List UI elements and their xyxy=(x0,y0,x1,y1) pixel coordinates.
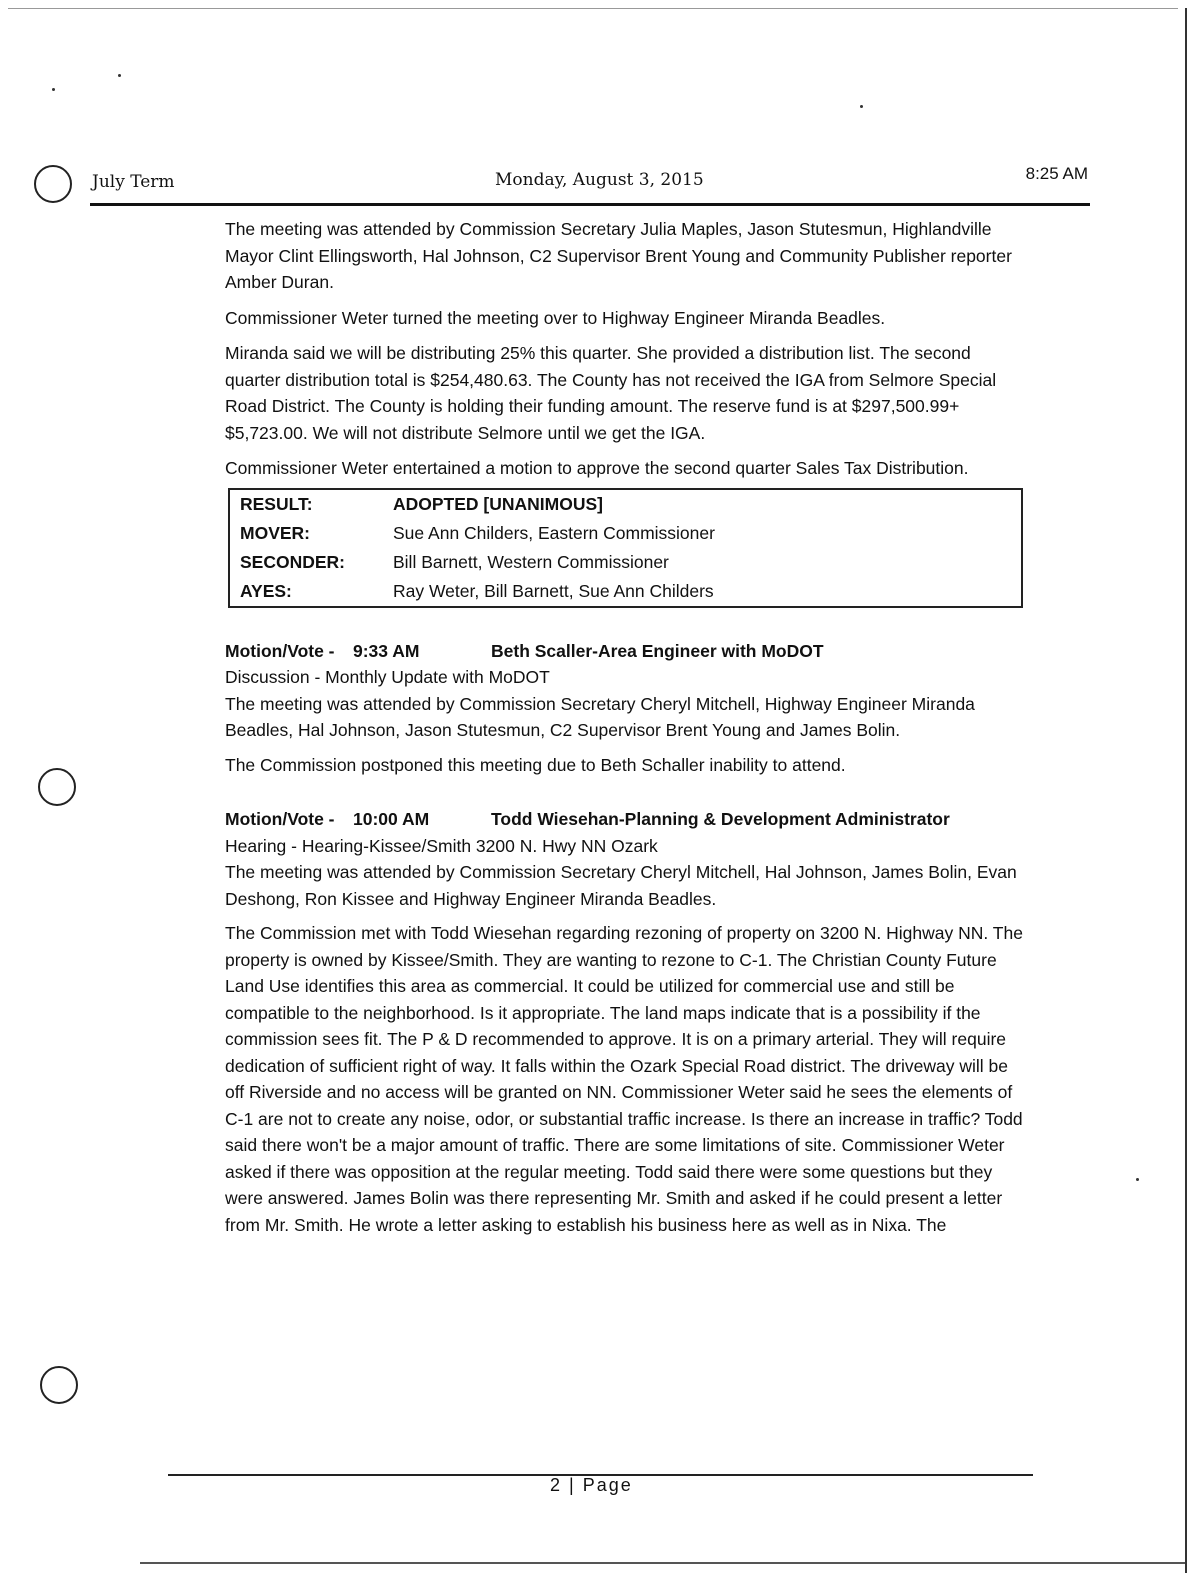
motion-heading xyxy=(225,806,1025,833)
vote-value: ADOPTED [UNANIMOUS] xyxy=(393,493,603,514)
vote-result-table xyxy=(228,488,1023,608)
vote-row-ayes xyxy=(229,577,1022,607)
vote-row-result xyxy=(229,489,1022,519)
motion-time: 10:00 AM xyxy=(353,809,430,829)
item-subtitle: Discussion - Monthly Update with MoDOT xyxy=(225,667,550,687)
vote-row-mover xyxy=(229,519,1022,548)
punch-hole-bottom xyxy=(40,1366,78,1404)
item-body: The Commission postponed this meeting due to Beth Schaller inability to attend. xyxy=(225,754,846,775)
agenda-item-rezoning xyxy=(225,806,1025,1238)
vote-value: Ray Weter, Bill Barnett, Sue Ann Childers xyxy=(393,580,714,601)
vote-label: RESULT: xyxy=(240,493,313,514)
header-rule xyxy=(90,203,1090,206)
punch-hole-middle xyxy=(38,768,76,806)
vote-label: SECONDER: xyxy=(240,551,346,572)
item-attendance: The meeting was attended by Commission Secretary Cheryl Mitchell, Hal Johnson, James Bolin, Evan Deshong, Ron Kissee and Highway Engineer Miranda Beadles. xyxy=(225,862,1017,909)
scan-speck xyxy=(52,88,55,91)
intro-distribution: Miranda said we will be distributing 25% this quarter. She provided a distribution list. The second quarter distribution total is $254,480.63. The County has not received the IGA from Selmore Special Road District. The County is holding their funding amount. The reserve fund is at $297,500.99+ $5,723.00. We will not distribute Selmore until we get the IGA. xyxy=(225,343,997,443)
scan-speck xyxy=(860,105,863,108)
intro-motion: Commissioner Weter entertained a motion to approve the second quarter Sales Tax Distribution. xyxy=(225,458,969,478)
motion-heading xyxy=(225,638,1025,665)
scan-edge-bottom xyxy=(140,1562,1185,1564)
agenda-item-modot xyxy=(225,638,1025,779)
header-term: July Term xyxy=(92,172,175,192)
scan-edge-top xyxy=(8,8,1178,9)
motion-presenter: Todd Wiesehan-Planning & Development Administrator xyxy=(491,809,950,829)
scan-speck xyxy=(1136,1178,1139,1181)
minutes-content xyxy=(225,216,1025,1238)
item-subtitle: Hearing - Hearing-Kissee/Smith 3200 N. Hwy NN Ozark xyxy=(225,835,658,856)
vote-label: AYES: xyxy=(240,580,292,601)
motion-time: 9:33 AM xyxy=(353,640,420,661)
page-header xyxy=(90,164,1090,204)
header-date: Monday, August 3, 2015 xyxy=(495,170,704,190)
intro-turned-over: Commissioner Weter turned the meeting over to Highway Engineer Miranda Beadles. xyxy=(225,307,886,328)
page-number: 2 | Page xyxy=(550,1475,633,1495)
intro-attendance: The meeting was attended by Commission Secretary Julia Maples, Jason Stutesmun, Highlandville Mayor Clint Ellingsworth, Hal Johnson, C2 Supervisor Brent Young and Community Publisher reporter Amber Duran. xyxy=(225,219,1012,292)
motion-label: Motion/Vote - xyxy=(225,809,335,829)
scan-edge-right xyxy=(1185,8,1187,1573)
motion-label: Motion/Vote - xyxy=(225,640,335,661)
item-body: The Commission met with Todd Wiesehan regarding rezoning of property on 3200 N. Highway NN. The property is owned by Kissee/Smith. They are wanting to rezone to C-1. The Christian County Future Land Use identifies this area as commercial. It could be utilized for commercial use and still be compatible to the neighborhood. Is it appropriate. The land maps indicate that is a possibility if the commission sees fit. The P & D recommended to approve. It is on a primary arterial. They will require dedication of sufficient right of way. It falls within the Ozark Special Road district. The driveway will be off Riverside and no access will be granted on NN. Commissioner Weter said he sees the elements of C-1 are not to create any noise, odor, or substantial traffic increase. Is there an increase in traffic? Todd said there won't be a major amount of traffic. There are some limitations of site. Commissioner Weter asked if there was opposition at the regular meeting. Todd said there were some questions but they were answered. James Bolin was there representing Mr. Smith and asked if he could present a letter from Mr. Smith. He wrote a letter asking to establish his business here as well as in Nixa. The xyxy=(225,923,1023,1235)
motion-presenter: Beth Scaller-Area Engineer with MoDOT xyxy=(491,640,824,661)
header-time: 8:25 AM xyxy=(1025,164,1088,183)
vote-label: MOVER: xyxy=(240,522,310,543)
punch-hole-top xyxy=(34,165,72,203)
item-attendance: The meeting was attended by Commission Secretary Cheryl Mitchell, Highway Engineer Miranda Beadles, Hal Johnson, Jason Stutesmun, C2 Supervisor Brent Young and James Bolin. xyxy=(225,693,975,740)
vote-row-seconder xyxy=(229,548,1022,577)
vote-value: Sue Ann Childers, Eastern Commissioner xyxy=(393,522,715,543)
vote-value: Bill Barnett, Western Commissioner xyxy=(393,551,669,572)
scan-speck xyxy=(118,74,121,77)
